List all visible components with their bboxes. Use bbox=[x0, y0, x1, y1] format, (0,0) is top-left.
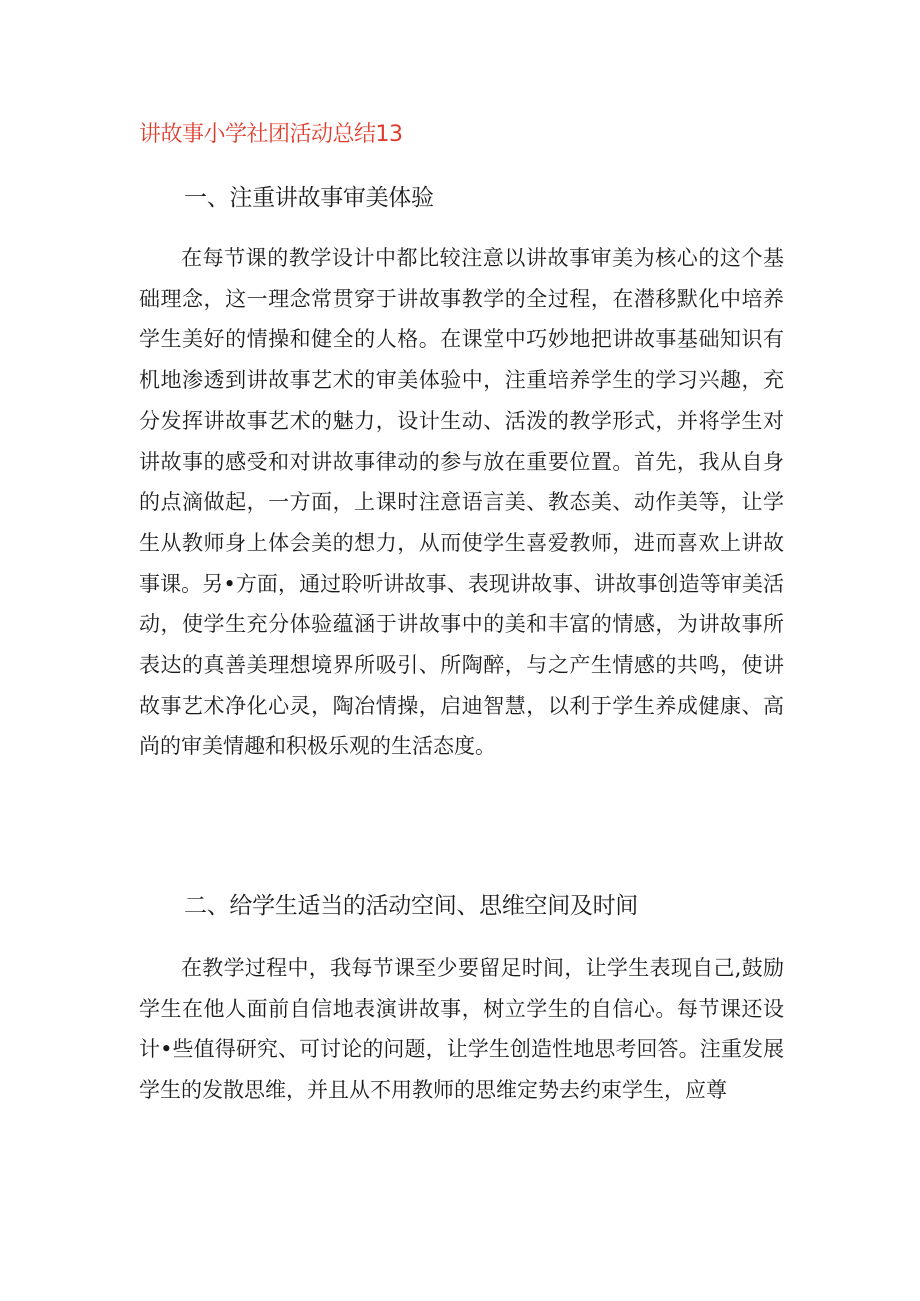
document-title: 讲故事小学社团活动总结13 bbox=[139, 122, 403, 147]
section-paragraph-aesthetic-experience: 在每节课的教学设计中都比较注意以讲故事审美为核心的这个基础理念，这一理念常贯穿于讲故事教学的全过程，在潜移默化中培养学生美好的情操和健全的人格。在课堂中巧妙地把讲故事基础知识有机地渗透到讲故事艺术的审美体验中，注重培养学生的学习兴趣，充分发挥讲故事艺术的魅力，设计生动、活泼的教学形式，并将学生对讲故事的感受和对讲故事律动的参与放在重要位置。首先，我从自身的点滴做起，一方面，上课时注意语言美、教态美、动作美等，让学生从教师身上体会美的想力，从而使学生喜爱教师，进而喜欢上讲故事课。另•方面，通过聆听讲故事、表现讲故事、讲故事创造等审美活动，使学生充分体验蕴涵于讲故事中的美和丰富的情感，为讲故事所表达的真善美理想境界所吸引、所陶醉，与之产生情感的共鸣，使讲故事艺术净化心灵，陶冶情操，启迪智慧，以利于学生养成健康、高尚的审美情趣和积极乐观的生活态度。 bbox=[139, 246, 784, 759]
section-heading-aesthetic-experience: 一、注重讲故事审美体验 bbox=[184, 185, 434, 211]
section-heading-activity-space: 二、给学生适当的活动空间、思维空间及时间 bbox=[184, 893, 639, 919]
section-paragraph-activity-space: 在教学过程中，我每节课至少要留足时间，让学生表现自己,鼓励学生在他人面前自信地表演讲故事，树立学生的自信心。每节课还设计•些值得研究、可讨论的问题，让学生创造性地思考回答。注重发展学生的发散思维，并且从不用教师的思维定势去约束学生，应尊 bbox=[139, 956, 784, 1103]
